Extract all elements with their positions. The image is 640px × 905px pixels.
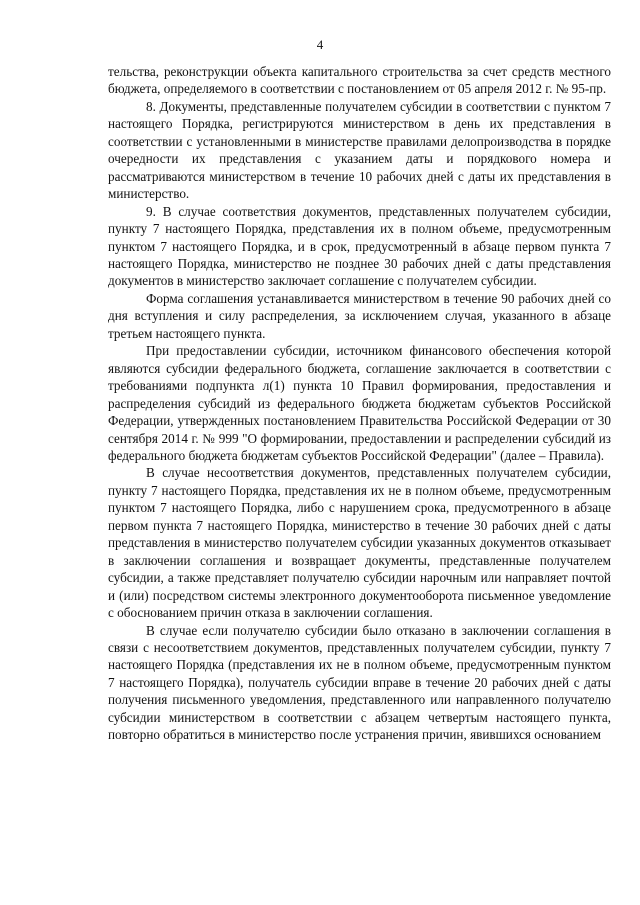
paragraph-continuation: тельства, реконструкции объекта капитального строительства за счет средств местного бюджета, определяемого в соответствии с постановлением от 05 апреля 2012 г. № 95-пр. bbox=[108, 64, 611, 97]
paragraph-non-compliance: В случае несоответствия документов, представленных получателем субсидии, пункту 7 настоящего Порядка, представления их не в полном объеме, предусмотренным пунктом 7 настоящего Порядка, либо с нарушением срока, предусмотренного в абзаце первом пункта 7 настоящего Порядка, министерство в течение 30 рабочих дней с даты представления в министерство получателем субсидии указанных документов отказывает в заключении соглашения и возвращает документы, представленные получателем субсидии, а также представляет получателю субсидии нарочным или направляет почтой и (или) посредством системы электронного документооборота письменное уведомление с обоснованием причин отказа в заключении соглашения. bbox=[108, 465, 611, 621]
page-number: 4 bbox=[316, 37, 324, 52]
paragraph-item-8: 8. Документы, представленные получателем субсидии в соответствии с пунктом 7 настоящего Порядка, регистрируются министерством в день их представления в соответствии с установленными в министерстве правилами делопроизводства в порядке очередности их представления с указанием даты и порядкового номера и рассматриваются министерством в течение 10 рабочих дней с даты их представления в министерство. bbox=[108, 98, 611, 202]
paragraph-refusal-reapply: В случае если получателю субсидии было отказано в заключении соглашения в связи с несоответствием документов, представленных получателем субсидии, пункту 7 настоящего Порядка (представления их не в полном объеме, предусмотренным пунктом 7 настоящего Порядка), получатель субсидии вправе в течение 20 рабочих дней с даты получения письменного уведомления, представленного или направленного получателю субсидии министерством в соответствии с абзацем четвертым настоящего пункта, повторно обратиться в министерство после устранения причин, явившихся основанием bbox=[108, 622, 611, 743]
paragraph-federal-subsidy: При предоставлении субсидии, источником финансового обеспечения которой являются субсидии федерального бюджета, соглашение заключается в соответствии с требованиями подпункта л(1) пункта 10 Правил формирования, предоставления и распределения субсидий из федерального бюджета бюджетам субъектов Российской Федерации, утвержденных постановлением Правительства Российской Федерации от 30 сентября 2014 г. № 999 "О формировании, предоставлении и распределении субсидий из федерального бюджета бюджетам субъектов Российской Федерации" (далее – Правила). bbox=[108, 343, 611, 463]
paragraph-agreement-form: Форма соглашения устанавливается министерством в течение 90 рабочих дней со дня вступления и силу распределения, за исключением случая, указанного в абзаце третьем настоящего пункта. bbox=[108, 290, 611, 341]
document-body bbox=[108, 63, 611, 744]
paragraph-item-9: 9. В случае соответствия документов, представленных получателем субсидии, пункту 7 настоящего Порядка, представления их в полном объеме, предусмотренным пунктом 7 настоящего Порядка, и в срок, предусмотренный в абзаце первом пункта 7 настоящего Порядка, министерство не позднее 30 рабочих дней с даты представления документов в министерство заключает соглашение с получателем субсидии. bbox=[108, 203, 611, 289]
